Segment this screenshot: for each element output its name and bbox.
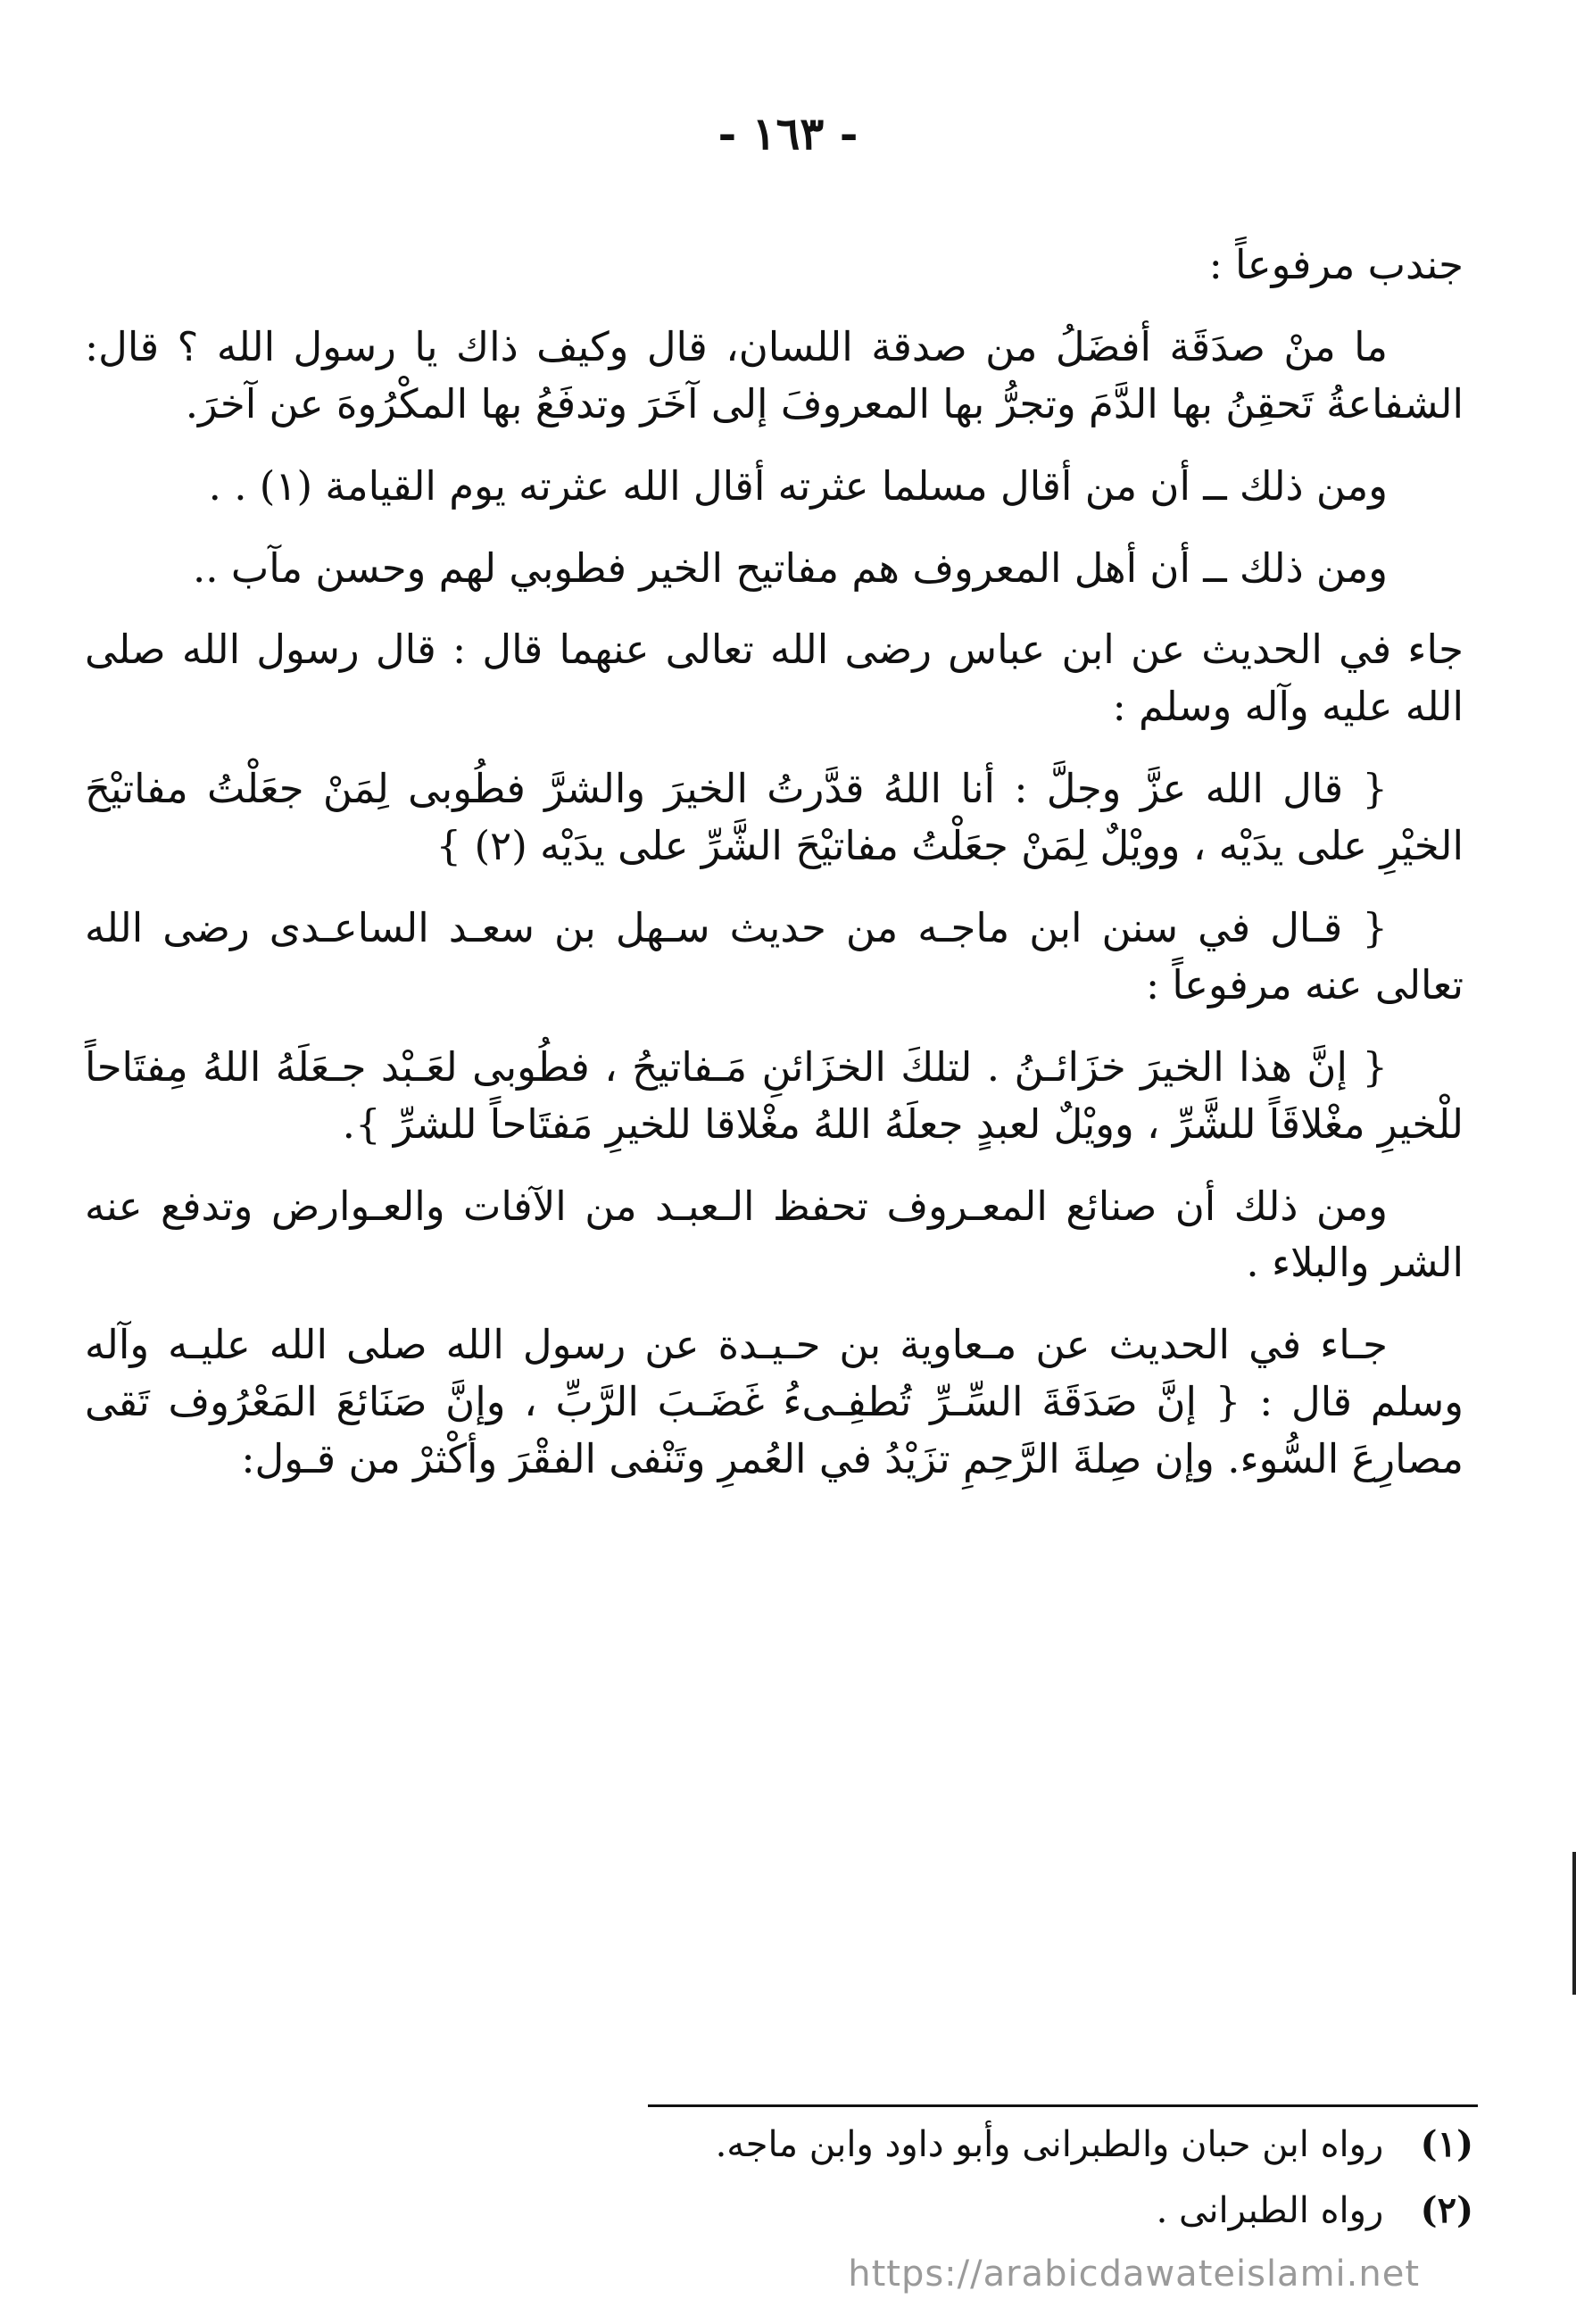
main-text <box>85 237 1464 1513</box>
paragraph-7: { قـال في سنن ابن ماجـه من حديث سـهل بن سعـد الساعـدى رضى الله تعالى عنه مرفوعاً : <box>85 904 1464 1008</box>
page-number: - ١٦٣ - <box>717 107 859 160</box>
paragraph-10: جـاء في الحديث عن مـعاوية بن حـيـدة عن رسول الله صلى الله عليـه وآله وسلم قال : { إنَّ صَدَقَةَ السِّـرِّ تُطفِـىءُ غَضَـبَ الرَّبِّ ، وإنَّ صَنَائعَ المَعْرُوف تَقى مصارِعَ السُّوء. وإن صِلةَ الرَّحِمِ تزَيْدُ في العُمرِ وتَنْفى الفقْرَ وأكْثرْ من قـول: <box>85 1321 1464 1483</box>
paragraph-1: جندب مرفوعاً : <box>1208 241 1464 288</box>
footnote-number: (٢) <box>1420 2189 1473 2231</box>
footnote-2 <box>135 2183 1473 2238</box>
paragraph-9: ومن ذلك أن صنائع المعـروف تحفظ الـعبـد من الآفات والعـوارض وتدفع عنه الشر والبلاء . <box>85 1182 1464 1287</box>
footnote-divider <box>648 2104 1478 2107</box>
source-watermark: https://arabicdawateislami.net <box>848 2253 1420 2295</box>
paragraph-8-quote: { إنَّ هذا الخيرَ خزَائـنُ . لتلكَ الخزَائنِ مَـفاتيحُ ، فطُوبى لعَـبْد جـعَلَهُ اللهُ مِفتَاحاً للْخيرِ مغْلاقَاً للشَّرِّ ، وويْلٌ لعبدٍ جعلَهُ اللهُ مغْلاقا للخيرِ مَفتَاحاً للشرِّ }. <box>85 1042 1464 1148</box>
scan-edge-mark <box>1572 1852 1576 1995</box>
paragraph-5: جاء في الحديث عن ابن عباس رضى الله تعالى عنهما قال : قال رسول الله صلى الله عليه وآله وسلم : <box>85 626 1464 731</box>
footnote-1 <box>135 2117 1473 2172</box>
footnote-text: رواه ابن حبان والطبرانى وأبو داود وابن ماجه. <box>715 2124 1384 2165</box>
footnote-number: (١) <box>1420 2123 1473 2165</box>
paragraph-3: ومن ذلك ــ أن من أقال مسلما عثرته أقال الله عثرته يوم القيامة (١) . . <box>208 461 1388 510</box>
footnote-text: رواه الطبرانى . <box>1156 2190 1384 2231</box>
footnotes <box>135 2117 1473 2249</box>
paragraph-4: ومن ذلك ــ أن أهل المعروف هم مفاتيح الخير فطوبي لهم وحسن مآب .. <box>192 544 1388 592</box>
paragraph-6-quote: { قال الله عزَّ وجلَّ : أنا اللهُ قدَّرتُ الخيرَ والشرَّ فطُوبى لِمَنْ جعَلْتُ مفاتيْحَ الخيْرِ على يدَيْه ، وويْلٌ لِمَنْ جعَلْتُ مفاتيْحَ الشَّرِّ على يدَيْه (٢) } <box>85 765 1464 870</box>
paragraph-2: ما منْ صدَقَة أفضَلُ من صدقة اللسان، قال وكيف ذاك يا رسول الله ؟ قال: الشفاعةُ تَحقِنُ بها الدَّمَ وتجرُّ بها المعروفَ إلى آخَرَ وتدفَعُ بها المكْرُوهَ عن آخرَ. <box>85 322 1464 427</box>
